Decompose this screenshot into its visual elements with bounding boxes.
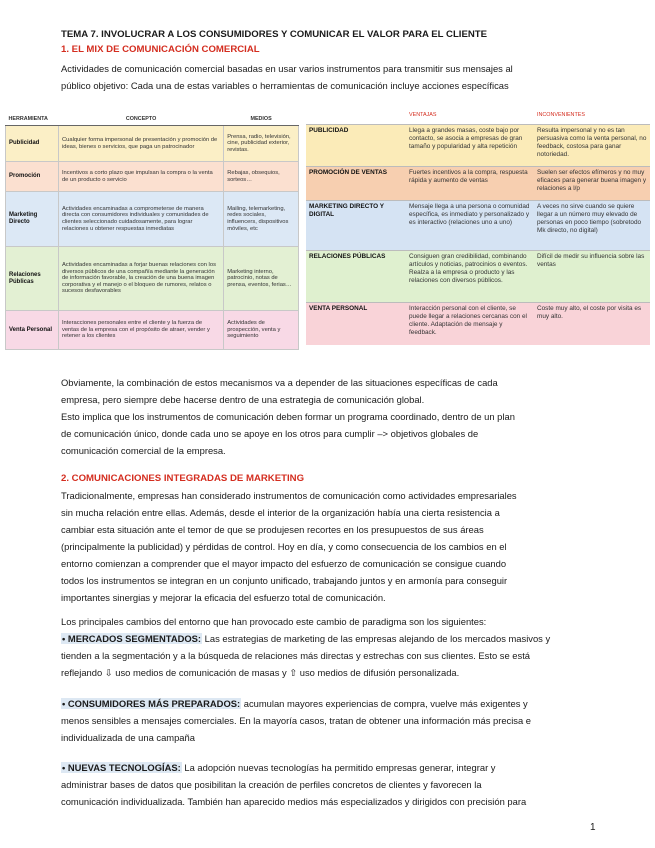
pros-cons-cell-tool: MARKETING DIRECTO Y DIGITAL bbox=[306, 201, 406, 251]
tools-cell-tool: Publicidad bbox=[6, 126, 59, 162]
tools-cell-media: Marketing interno, patrocinio, notas de prensa, eventos, ferias… bbox=[224, 247, 299, 311]
change-item-first-line bbox=[61, 695, 531, 712]
cons-cell: Difícil de medir su influencia sobre las ventas bbox=[534, 251, 650, 303]
document-title: TEMA 7. INVOLUCRAR A LOS CONSUMIDORES Y COMUNICAR EL VALOR PARA EL CLIENTE bbox=[61, 29, 488, 40]
cons-header: INCONVENIENTES bbox=[537, 112, 585, 118]
pros-cons-row bbox=[306, 167, 650, 201]
pros-cons-cell-tool: VENTA PERSONAL bbox=[306, 303, 406, 345]
text-line: Actividades de comunicación comercial basadas en usar varios instrumentos para transmitir sus mensajes al bbox=[61, 63, 513, 74]
pros-cons-table bbox=[306, 110, 650, 345]
pros-cons-header-empty bbox=[306, 110, 406, 125]
cons-cell: Suelen ser efectos efímeros y no muy eficaces para generar buena imagen y relaciones a l/p bbox=[534, 167, 650, 201]
change-text: Las estrategias de marketing de las empresas alejando de los mercados masivos y bbox=[202, 633, 551, 644]
tools-row bbox=[6, 311, 299, 350]
tools-row bbox=[6, 126, 299, 162]
change-label-prepared-consumers: • CONSUMIDORES MÁS PREPARADOS: bbox=[62, 698, 241, 709]
text-line: todos los instrumentos se integran en un conjunto unificado, trabajando juntos y en armonía para conseguir bbox=[61, 575, 508, 586]
cons-cell: Resulta impersonal y no es tan persuasiva como la venta personal, no feedback, costosa para ganar notoriedad. bbox=[534, 125, 650, 167]
changes-intro: Los principales cambios del entorno que han provocado este cambio de paradigma son los siguientes: bbox=[61, 616, 487, 627]
change-text: acumulan mayores experiencias de compra, vuelve más exigentes y bbox=[241, 698, 528, 709]
tools-header-tool: HERRAMIENTA bbox=[6, 114, 59, 126]
text-line: reflejando ⇩ uso medios de comunicación de masas y ⇧ uso medios de difusión personalizada. bbox=[61, 667, 460, 678]
change-text: La adopción nuevas tecnologías ha permitido empresas generar, integrar y bbox=[181, 762, 496, 773]
tools-cell-media: Rebajas, obsequios, sorteos… bbox=[224, 162, 299, 192]
cons-cell: A veces no sirve cuando se quiere llegar a un número muy elevado de personas en poco tiempo (sobretodo Mk directo, no digital) bbox=[534, 201, 650, 251]
text-line: empresa, pero siempre debe hacerse dentro de una estrategia de comunicación global. bbox=[61, 394, 425, 405]
tools-cell-tool: Relaciones Públicas bbox=[6, 247, 59, 311]
section2-paragraph bbox=[61, 487, 517, 606]
pros-cons-row bbox=[306, 201, 650, 251]
text-line: de comunicación único, donde cada uno se apoye en los otros para cumplir –> objetivos globales de bbox=[61, 428, 479, 439]
tools-header-concept: CONCEPTO bbox=[58, 114, 223, 126]
changes-list bbox=[61, 613, 550, 681]
tools-row bbox=[6, 192, 299, 247]
tools-header-media: MEDIOS bbox=[224, 114, 299, 126]
tools-cell-media: Prensa, radio, televisión, cine, publicidad exterior, revistas. bbox=[224, 126, 299, 162]
pros-cons-row bbox=[306, 125, 650, 167]
change-item-first-line bbox=[61, 630, 550, 647]
text-line: sin mucha relación entre ellas. Además, desde el interior de la organización había una cierta resistencia a bbox=[61, 507, 500, 518]
change-item-consumers bbox=[61, 695, 531, 746]
tools-row bbox=[6, 247, 299, 311]
combination-paragraph bbox=[61, 374, 515, 459]
text-line: comunicación individualizada. También han aparecido medios más especializados y dirigidos con precisión para bbox=[61, 796, 527, 807]
tools-cell-concept: Cualquier forma impersonal de presentación y promoción de ideas, bienes o servicios, que paga un patrocinador bbox=[58, 126, 223, 162]
page-number: 1 bbox=[590, 822, 596, 833]
text-line: individualizada de una campaña bbox=[61, 732, 195, 743]
text-line: comunicación comercial de la empresa. bbox=[61, 445, 226, 456]
text-line: Esto implica que los instrumentos de comunicación deben formar un programa coordinado, dentro de un plan bbox=[61, 411, 515, 422]
tools-cell-concept: Actividades encaminadas a comprometerse de manera directa con consumidores individuales y comunidades de clientes seleccionado cuidadosamente, para lograr relaciones u obtener respuestas inmediatas bbox=[58, 192, 223, 247]
tools-cell-concept: Interacciones personales entre el cliente y la fuerza de ventas de la empresa con el propósito de atraer, vender y retener a los clientes bbox=[58, 311, 223, 350]
tools-cell-tool: Marketing Directo bbox=[6, 192, 59, 247]
section2-heading: 2. COMUNICACIONES INTEGRADAS DE MARKETING bbox=[61, 473, 305, 484]
pros-header: VENTAJAS bbox=[409, 112, 437, 118]
section1-heading: 1. EL MIX DE COMUNICACIÓN COMERCIAL bbox=[61, 44, 260, 55]
pros-cell: Mensaje llega a una persona o comunidad específica, es inmediato y personalizado y es interactivo (relaciones uno a uno) bbox=[406, 201, 534, 251]
change-label-segmented-markets: • MERCADOS SEGMENTADOS: bbox=[62, 633, 202, 644]
tools-cell-tool: Promoción bbox=[6, 162, 59, 192]
tools-row bbox=[6, 162, 299, 192]
tools-cell-media: Actividades de prospección, venta y seguimiento bbox=[224, 311, 299, 350]
text-line: (principalmente la publicidad) y pérdidas de control. Hoy en día, y como consecuencia de los cambios en el bbox=[61, 541, 507, 552]
pros-cons-row bbox=[306, 251, 650, 303]
change-item-technologies bbox=[61, 759, 526, 810]
pros-cell: Interacción personal con el cliente, se puede llegar a relaciones cercanas con el cliente. Adaptación de mensaje y feedback. bbox=[406, 303, 534, 345]
text-line: cambiar esta situación ante el temor de que se produjesen recortes en los presupuestos de sus áreas bbox=[61, 524, 484, 535]
pros-cell: Consiguen gran credibilidad, combinando artículos y noticias, patrocinios o eventos. Realza a la empresa o producto y las relaciones con diversos públicos. bbox=[406, 251, 534, 303]
section1-intro bbox=[61, 60, 513, 94]
pros-cell: Llega a grandes masas, coste bajo por contacto, se asocia a empresas de gran tamaño y popularidad y alta repetición bbox=[406, 125, 534, 167]
text-line: importantes sinergias y mejorar la eficacia del esfuerzo total de comunicación. bbox=[61, 592, 386, 603]
tools-table bbox=[5, 114, 299, 350]
change-item-first-line bbox=[61, 759, 526, 776]
tools-cell-concept: Actividades encaminadas a forjar buenas relaciones con los diversos públicos de una compañía mediante la generación de información favorable, la creación de una buena imagen corporativa y el manejo o el bloqueo de rumores, relatos o sucesos desfavorables bbox=[58, 247, 223, 311]
text-line: Tradicionalmente, empresas han considerado instrumentos de comunicación como actividades empresariales bbox=[61, 490, 517, 501]
change-label-new-technologies: • NUEVAS TECNOLOGÍAS: bbox=[62, 762, 181, 773]
text-line: Obviamente, la combinación de estos mecanismos va a depender de las situaciones específicas de cada bbox=[61, 377, 498, 388]
pros-cons-row bbox=[306, 303, 650, 345]
text-line: entorno comienzan a comprender que el mayor impacto del esfuerzo de comunicación se consigue cuando bbox=[61, 558, 507, 569]
pros-cons-cell-tool: PUBLICIDAD bbox=[306, 125, 406, 167]
pros-cons-cell-tool: PROMOCIÓN DE VENTAS bbox=[306, 167, 406, 201]
cons-cell: Coste muy alto, el coste por visita es muy alto. bbox=[534, 303, 650, 345]
text-line: menos sensibles a mensajes comerciales. En la mayoría casos, tratan de obtener una información más precisa e bbox=[61, 715, 532, 726]
text-line: administrar bases de datos que posibilitan la creación de perfiles concretos de clientes y favorecen la bbox=[61, 779, 482, 790]
pros-cons-cell-tool: RELACIONES PÚBLICAS bbox=[306, 251, 406, 303]
tools-cell-media: Mailing, telemarketing, redes sociales, influencers, dispositivos móviles, etc bbox=[224, 192, 299, 247]
tools-cell-tool: Venta Personal bbox=[6, 311, 59, 350]
tools-cell-concept: Incentivos a corto plazo que impulsan la compra o la venta de un producto o servicio bbox=[58, 162, 223, 192]
text-line: público objetivo: Cada una de estas variables o herramientas de comunicación incluye acciones específicas bbox=[61, 80, 509, 91]
text-line: tienden a la segmentación y a la búsqueda de relaciones más directas y estrechas con sus clientes. Esto se está bbox=[61, 650, 531, 661]
pros-cell: Fuertes incentivos a la compra, respuesta rápida y aumento de ventas bbox=[406, 167, 534, 201]
